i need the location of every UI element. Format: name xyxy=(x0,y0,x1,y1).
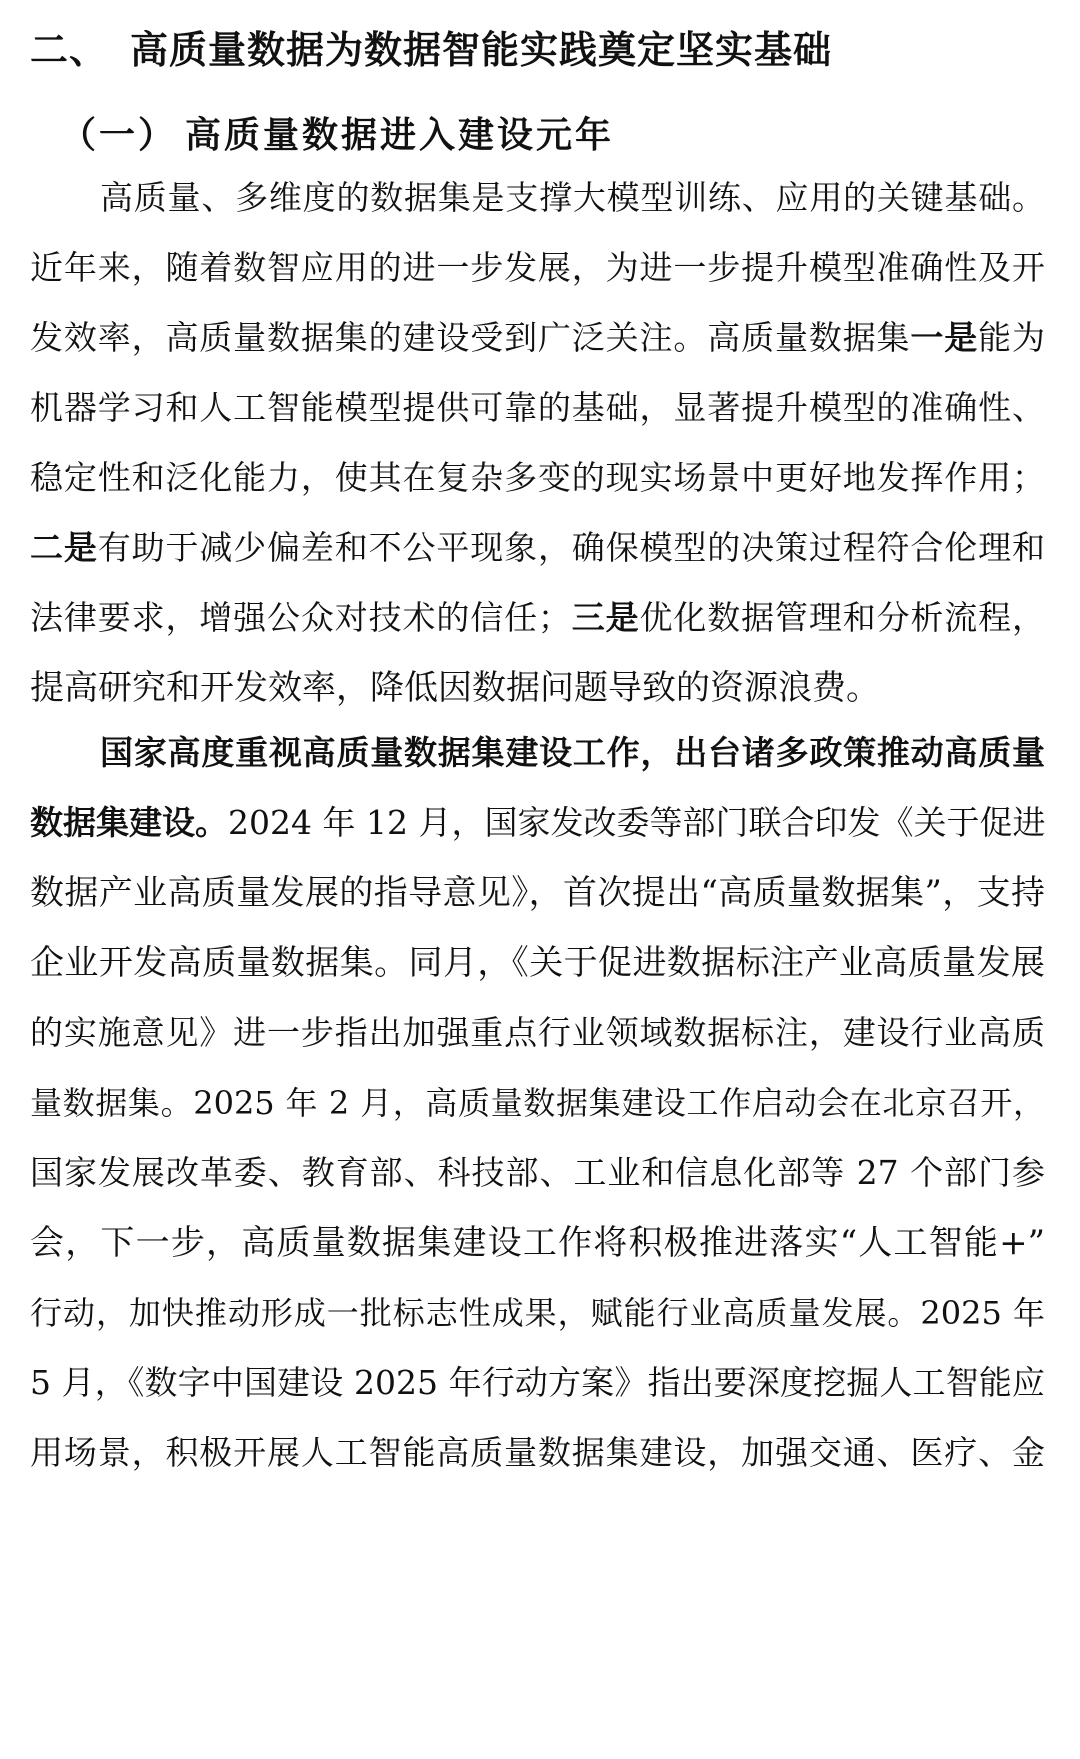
paragraph-line xyxy=(30,785,1045,861)
emphasis-text: 一是 xyxy=(910,318,979,357)
line-text: 稳定性和泛化能力，使其在复杂多变的现实场景中更好地发挥作用； xyxy=(30,458,1045,497)
paragraph-line xyxy=(100,160,1045,236)
paragraph-line xyxy=(100,715,1045,791)
section-title: 高质量数据为数据智能实践奠定坚实基础 xyxy=(130,28,833,72)
paragraph-line xyxy=(30,440,1045,516)
line-text: 2024 年 12 月，国家发改委等部门联合印发《关于促进 xyxy=(228,803,1046,842)
emphasis-text: 三是 xyxy=(570,598,640,637)
line-text: 发效率，高质量数据集的建设受到广泛关注。高质量数据集 xyxy=(30,318,911,357)
line-text: 近年来，随着数智应用的进一步发展，为进一步提升模型准确性及开 xyxy=(30,248,1045,287)
line-text: 5 月，《数字中国建设 2025 年行动方案》指出要深度挖掘人工智能应 xyxy=(30,1363,1045,1402)
line-text: 高质量、多维度的数据集是支撑大模型训练、应用的关键基础。 xyxy=(100,178,1045,217)
subsection-title: 高质量数据进入建设元年 xyxy=(185,115,615,156)
line-text: 有助于减少偏差和不公平现象，确保模型的决策过程符合伦理和 xyxy=(97,528,1046,567)
subsection-heading xyxy=(60,108,614,164)
paragraph-line xyxy=(30,510,1045,586)
paragraph-line xyxy=(30,580,1045,656)
emphasis-text: 二是 xyxy=(30,528,98,567)
paragraph-line xyxy=(30,1345,1045,1421)
line-text: 提高研究和开发效率，降低因数据问题导致的资源浪费。 xyxy=(30,668,880,708)
paragraph-line xyxy=(30,370,1045,446)
line-text: 量数据集。2025 年 2 月，高质量数据集建设工作启动会在北京召开， xyxy=(30,1084,1045,1122)
line-text: 会，下一步，高质量数据集建设工作将积极推进落实“人工智能+” xyxy=(30,1223,1045,1263)
line-text: 机器学习和人工智能模型提供可靠的基础，显著提升模型的准确性、 xyxy=(30,388,1045,427)
paragraph-line xyxy=(30,1275,1045,1351)
subsection-number: （一） xyxy=(60,115,178,156)
emphasis-text: 数据集建设。 xyxy=(30,803,228,842)
paragraph-line xyxy=(30,300,1045,376)
paragraph-line xyxy=(30,1065,1045,1141)
paragraph-line xyxy=(30,1135,1045,1211)
paragraph-line xyxy=(30,1205,1045,1281)
line-text: 优化数据管理和分析流程， xyxy=(639,598,1046,637)
line-text: 数据产业高质量发展的指导意见》，首次提出“高质量数据集”，支持 xyxy=(30,873,1045,913)
emphasis-text: 国家高度重视高质量数据集建设工作，出台诸多政策推动高质量 xyxy=(100,733,1045,772)
paragraph-line xyxy=(30,995,1045,1071)
line-text: 能为 xyxy=(978,318,1046,357)
line-text: 国家发展改革委、教育部、科技部、工业和信息化部等 27 个部门参 xyxy=(30,1153,1045,1192)
paragraph-line xyxy=(30,230,1045,306)
paragraph-line xyxy=(30,925,1045,1001)
line-text: 的实施意见》进一步指出加强重点行业领域数据标注，建设行业高质 xyxy=(30,1013,1045,1052)
paragraph-line xyxy=(30,1415,1045,1491)
line-text: 行动，加快推动形成一批标志性成果，赋能行业高质量发展。2025 年 xyxy=(30,1294,1045,1332)
section-number: 二、 xyxy=(30,28,109,72)
line-text: 企业开发高质量数据集。同月，《关于促进数据标注产业高质量发展 xyxy=(30,943,1045,983)
line-text: 法律要求，增强公众对技术的信任； xyxy=(30,598,571,637)
section-heading xyxy=(30,22,832,78)
paragraph-line xyxy=(30,855,1045,931)
line-text: 用场景，积极开展人工智能高质量数据集建设，加强交通、医疗、金 xyxy=(30,1433,1045,1472)
